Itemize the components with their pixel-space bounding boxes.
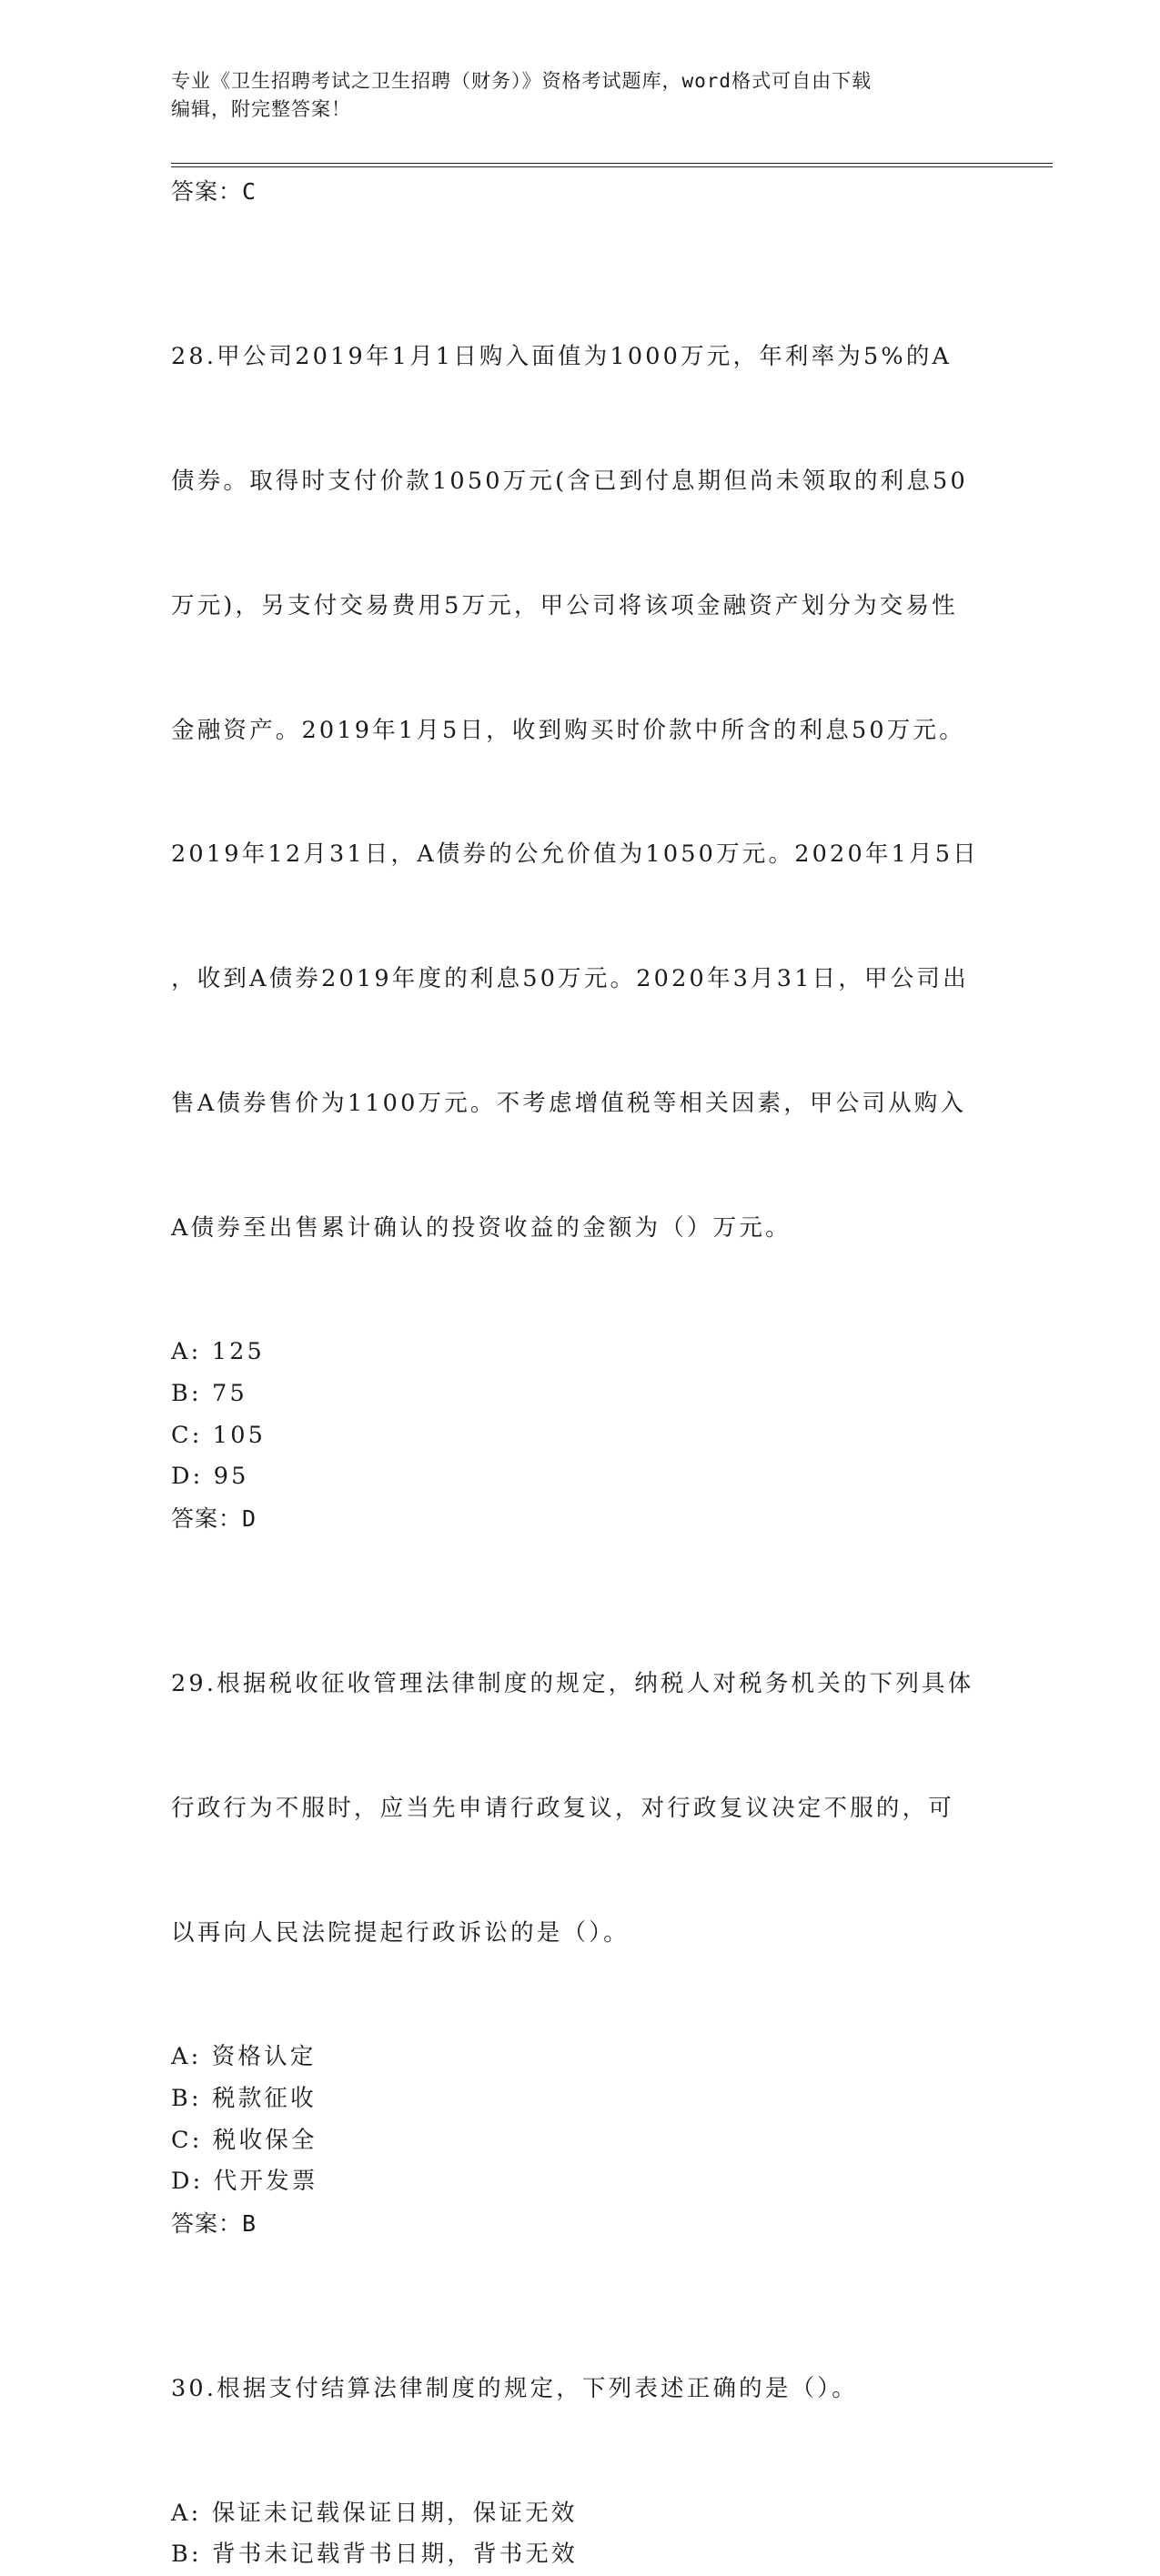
option-c: C: 税收保全	[171, 2126, 318, 2154]
question-text-line: ，收到A债券2019年度的利息50万元。2020年3月31日，甲公司出	[171, 965, 969, 993]
question-text-line: 30.根据支付结算法律制度的规定，下列表述正确的是（）。	[171, 2374, 858, 2402]
question-text-line: 28.甲公司2019年1月1日购入面值为1000万元，年利率为5%的A	[171, 343, 953, 371]
header-line: 专业《卫生招聘考试之卫生招聘（财务）》资格考试题库，word格式可自由下载	[171, 70, 873, 92]
option-a: A: 保证未记载保证日期，保证无效	[171, 2499, 578, 2527]
option-c: C: 105	[171, 1421, 267, 1449]
question-text-line: 债券。取得时支付价款1050万元(含已到付息期但尚未领取的利息50	[171, 467, 968, 495]
header-line: 编辑，附完整答案！	[171, 98, 351, 120]
question-text-line: A债券至出售累计确认的投资收益的金额为（）万元。	[171, 1213, 792, 1242]
question-text-line: 以再向人民法院提起行政诉讼的是（）。	[171, 1918, 630, 1947]
document-header	[171, 67, 990, 124]
answer-line: 答案：B	[171, 2209, 257, 2237]
header-divider	[171, 166, 1053, 167]
option-d: D: 95	[171, 1463, 249, 1491]
option-a: A: 资格认定	[171, 2043, 317, 2071]
question-text-line: 金融资产。2019年1月5日，收到购买时价款中所含的利息50万元。	[171, 716, 965, 744]
question-text-line: 售A债券售价为1100万元。不考虑增值税等相关因素，甲公司从购入	[171, 1089, 967, 1117]
question-29	[171, 1581, 990, 2038]
option-b: B: 75	[171, 1380, 247, 1408]
question-text-line: 万元)，另支付交易费用5万元，甲公司将该项金融资产划分为交易性	[171, 591, 958, 619]
header-divider	[171, 163, 1053, 164]
question-text-line: 行政行为不服时，应当先申请行政复议，对行政复议决定不服的，可	[171, 1794, 955, 1822]
option-b: B: 背书未记载背书日期，背书无效	[171, 2541, 578, 2569]
question-30	[171, 2286, 990, 2493]
question-text-line: 29.根据税收征收管理法律制度的规定，纳税人对税务机关的下列具体	[171, 1670, 974, 1697]
question-28	[171, 254, 990, 1332]
answer-line: 答案：D	[171, 1504, 257, 1532]
document-body	[171, 171, 990, 2576]
option-d: D: 代开发票	[171, 2168, 318, 2196]
question-text-line: 2019年12月31日，A债券的公允价值为1050万元。2020年1月5日	[171, 840, 979, 869]
answer-line: 答案：C	[171, 178, 257, 205]
option-a: A: 125	[171, 1338, 265, 1366]
option-b: B: 税款征收	[171, 2084, 317, 2112]
